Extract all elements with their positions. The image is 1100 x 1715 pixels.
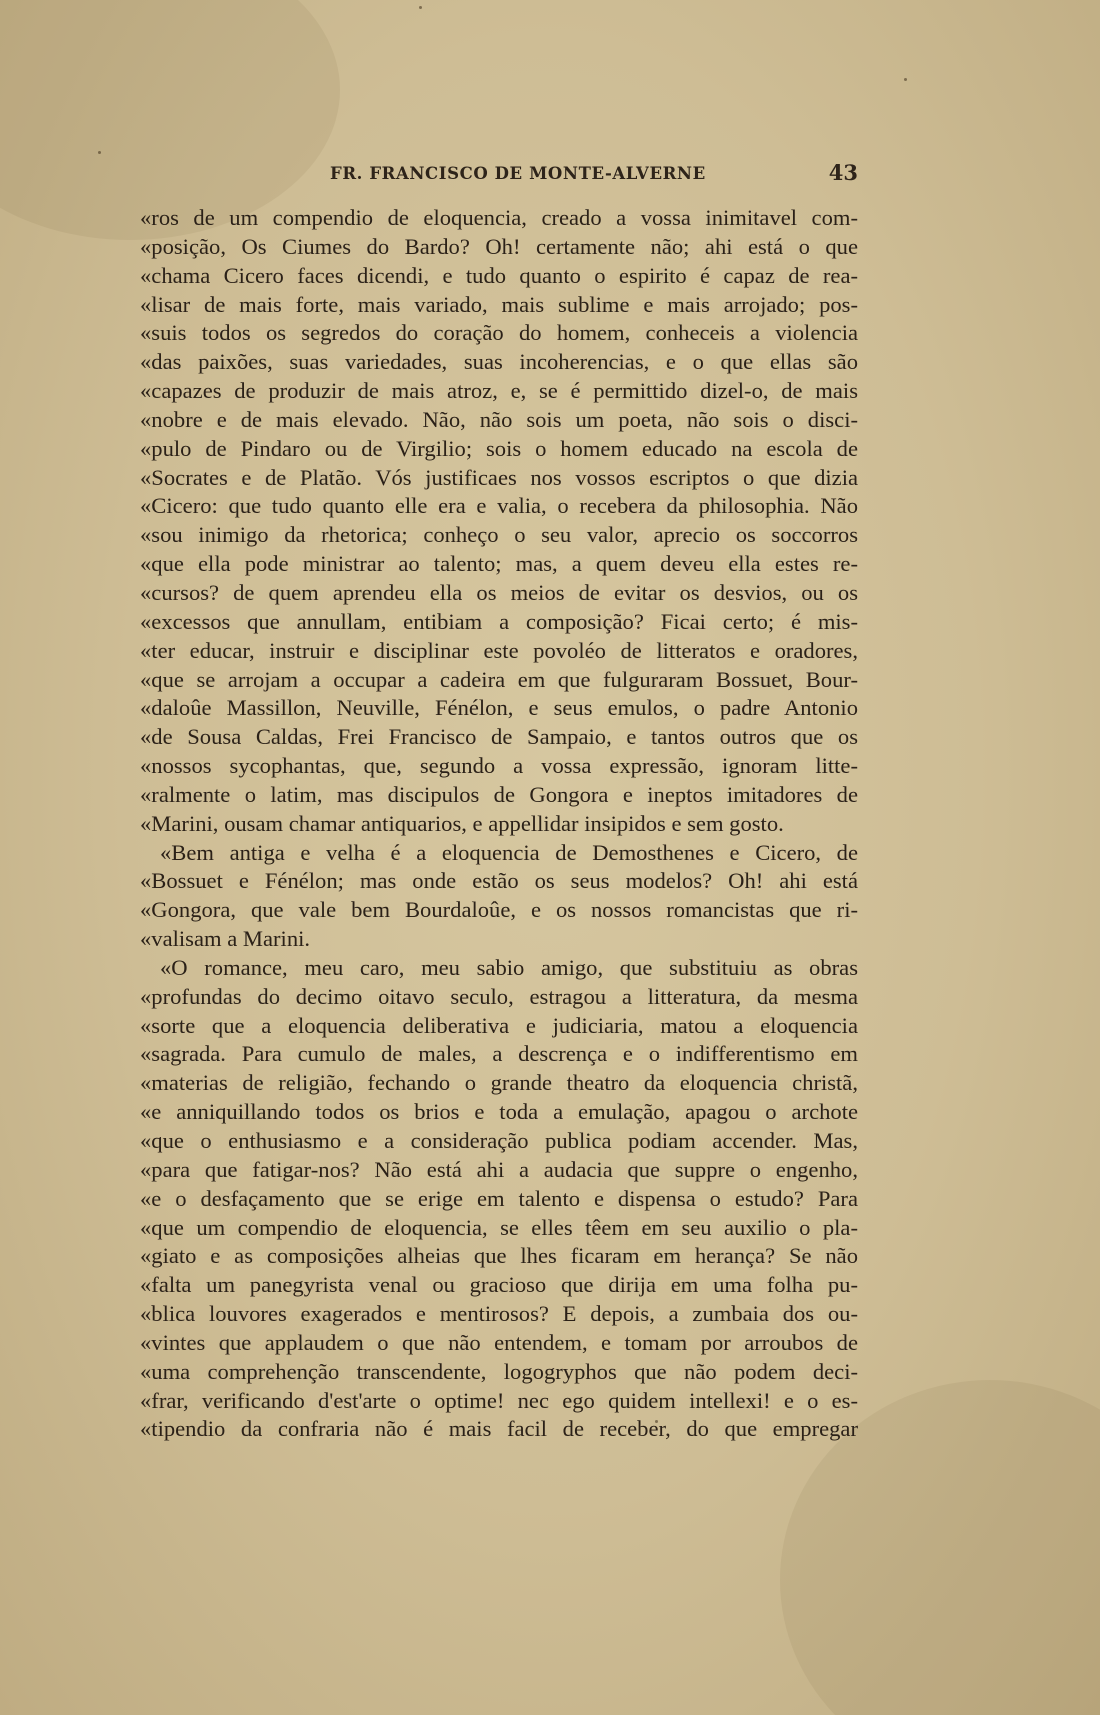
text-line: «nobre e de mais elevado. Não, não sois um poeta, não sois o disci- [140, 406, 858, 432]
text-line: «que um compendio de eloquencia, se elles têem em seu auxilio o pla- [140, 1214, 858, 1240]
text-line: «das paixões, suas variedades, suas incoherencias, e o que ellas são [140, 349, 858, 375]
text-line: «Marini, ousam chamar antiquarios, e appellidar insipidos e sem gosto. [140, 810, 784, 836]
text-line: «sorte que a eloquencia deliberativa e judiciaria, matou a eloquencia [140, 1012, 858, 1038]
text-line: «de Sousa Caldas, Frei Francisco de Sampaio, e tantos outros que os [140, 724, 858, 750]
text-line: «valisam a Marini. [140, 926, 311, 952]
running-head [140, 160, 858, 190]
text-line: «Bem antiga e velha é a eloquencia de Demosthenes e Cicero, de [160, 839, 858, 865]
paper-fleck [904, 78, 907, 81]
text-line: «sou inimigo da rhetorica; conheço o seu valor, aprecio os soccorros [140, 522, 858, 548]
text-line: «que o enthusiasmo e a consideração publica podiam accender. Mas, [140, 1128, 858, 1153]
text-line: «Cicero: que tudo quanto elle era e valia, o recebera da philosophia. Não [140, 493, 858, 519]
text-line: «daloûe Massillon, Neuville, Fénélon, e seus emulos, o padre Antonio [140, 695, 858, 721]
text-line: «profundas do decimo oitavo seculo, estragou a litteratura, da mesma [140, 983, 858, 1009]
text-line: «ralmente o latim, mas discipulos de Gongora e ineptos imitadores de [140, 781, 858, 807]
text-line: «para que fatigar-nos? Não está ahi a audacia que suppre o engenho, [140, 1156, 858, 1182]
text-line: «capazes de produzir de mais atroz, e, se é permittido dizel-o, de mais [140, 378, 858, 404]
text-line: «vintes que applaudem o que não entendem, e tomam por arroubos de [140, 1329, 858, 1355]
text-line: «chama Cicero faces dicendi, e tudo quanto o espirito é capaz de rea- [140, 262, 858, 288]
text-line: «cursos? de quem aprendeu ella os meios de evitar os desvios, ou os [140, 579, 858, 605]
text-line: «e anniquillando todos os brios e toda a emulação, apagou o archote [140, 1099, 858, 1125]
text-line: «sagrada. Para cumulo de males, a descrença e o indifferentismo em [140, 1041, 858, 1067]
text-line: «tipendio da confraria não é mais facil de receber, do que empregar [140, 1416, 858, 1442]
text-line: «Socrates e de Platão. Vós justificaes nos vossos escriptos o que dizia [140, 464, 858, 490]
text-line: «nossos sycophantas, que, segundo a vossa expressão, ignoram litte- [140, 753, 858, 779]
text-line: «que ella pode ministrar ao talento; mas, a quem deveu ella estes re- [140, 551, 858, 577]
text-line: «falta um panegyrista venal ou gracioso que dirija em uma folha pu- [140, 1272, 858, 1298]
text-line: «e o desfaçamento que se erige em talento e dispensa o estudo? Para [140, 1185, 858, 1211]
text-line: «ros de um compendio de eloquencia, creado a vossa inimitavel com- [140, 205, 858, 230]
paper-fleck [98, 151, 101, 154]
text-line: «uma comprehenção transcendente, logogryphos que não podem deci- [140, 1358, 858, 1384]
text-line: «lisar de mais forte, mais variado, mais sublime e mais arrojado; pos- [140, 291, 858, 317]
text-line: «materias de religião, fechando o grande theatro da eloquencia christã, [140, 1070, 858, 1096]
text-line: «ter educar, instruir e disciplinar este povoléo de litteratos e oradores, [140, 637, 858, 663]
text-line: «O romance, meu caro, meu sabio amigo, que substituiu as obras [160, 954, 858, 980]
text-line: «frar, verificando d'est'arte o optime! nec ego quidem intellexi! e o es- [140, 1387, 858, 1413]
paper-fleck [419, 6, 422, 9]
body-text [140, 204, 858, 1444]
text-line: «suis todos os segredos do coração do homem, conheceis a violencia [140, 320, 858, 346]
text-line: «posição, Os Ciumes do Bardo? Oh! certamente não; ahi está o que [140, 233, 858, 259]
text-line: «pulo de Pindaro ou de Virgilio; sois o homem educado na escola de [140, 435, 858, 461]
text-line: «blica louvores exagerados e mentirosos? E depois, a zumbaia dos ou- [140, 1301, 858, 1327]
text-line: «que se arrojam a occupar a cadeira em que fulguraram Bossuet, Bour- [140, 666, 858, 692]
text-line: «excessos que annullam, entibiam a composição? Ficai certo; é mis- [140, 608, 858, 634]
page-number: 43 [828, 160, 858, 185]
text-line: «Bossuet e Fénélon; mas onde estão os seus modelos? Oh! ahi está [140, 868, 858, 894]
running-title: FR. FRANCISCO DE MONTE-ALVERNE [330, 164, 706, 183]
text-line: «giato e as composições alheias que lhes ficaram em herança? Se não [140, 1243, 858, 1269]
text-line: «Gongora, que vale bem Bourdaloûe, e os nossos romancistas que ri- [140, 897, 858, 923]
